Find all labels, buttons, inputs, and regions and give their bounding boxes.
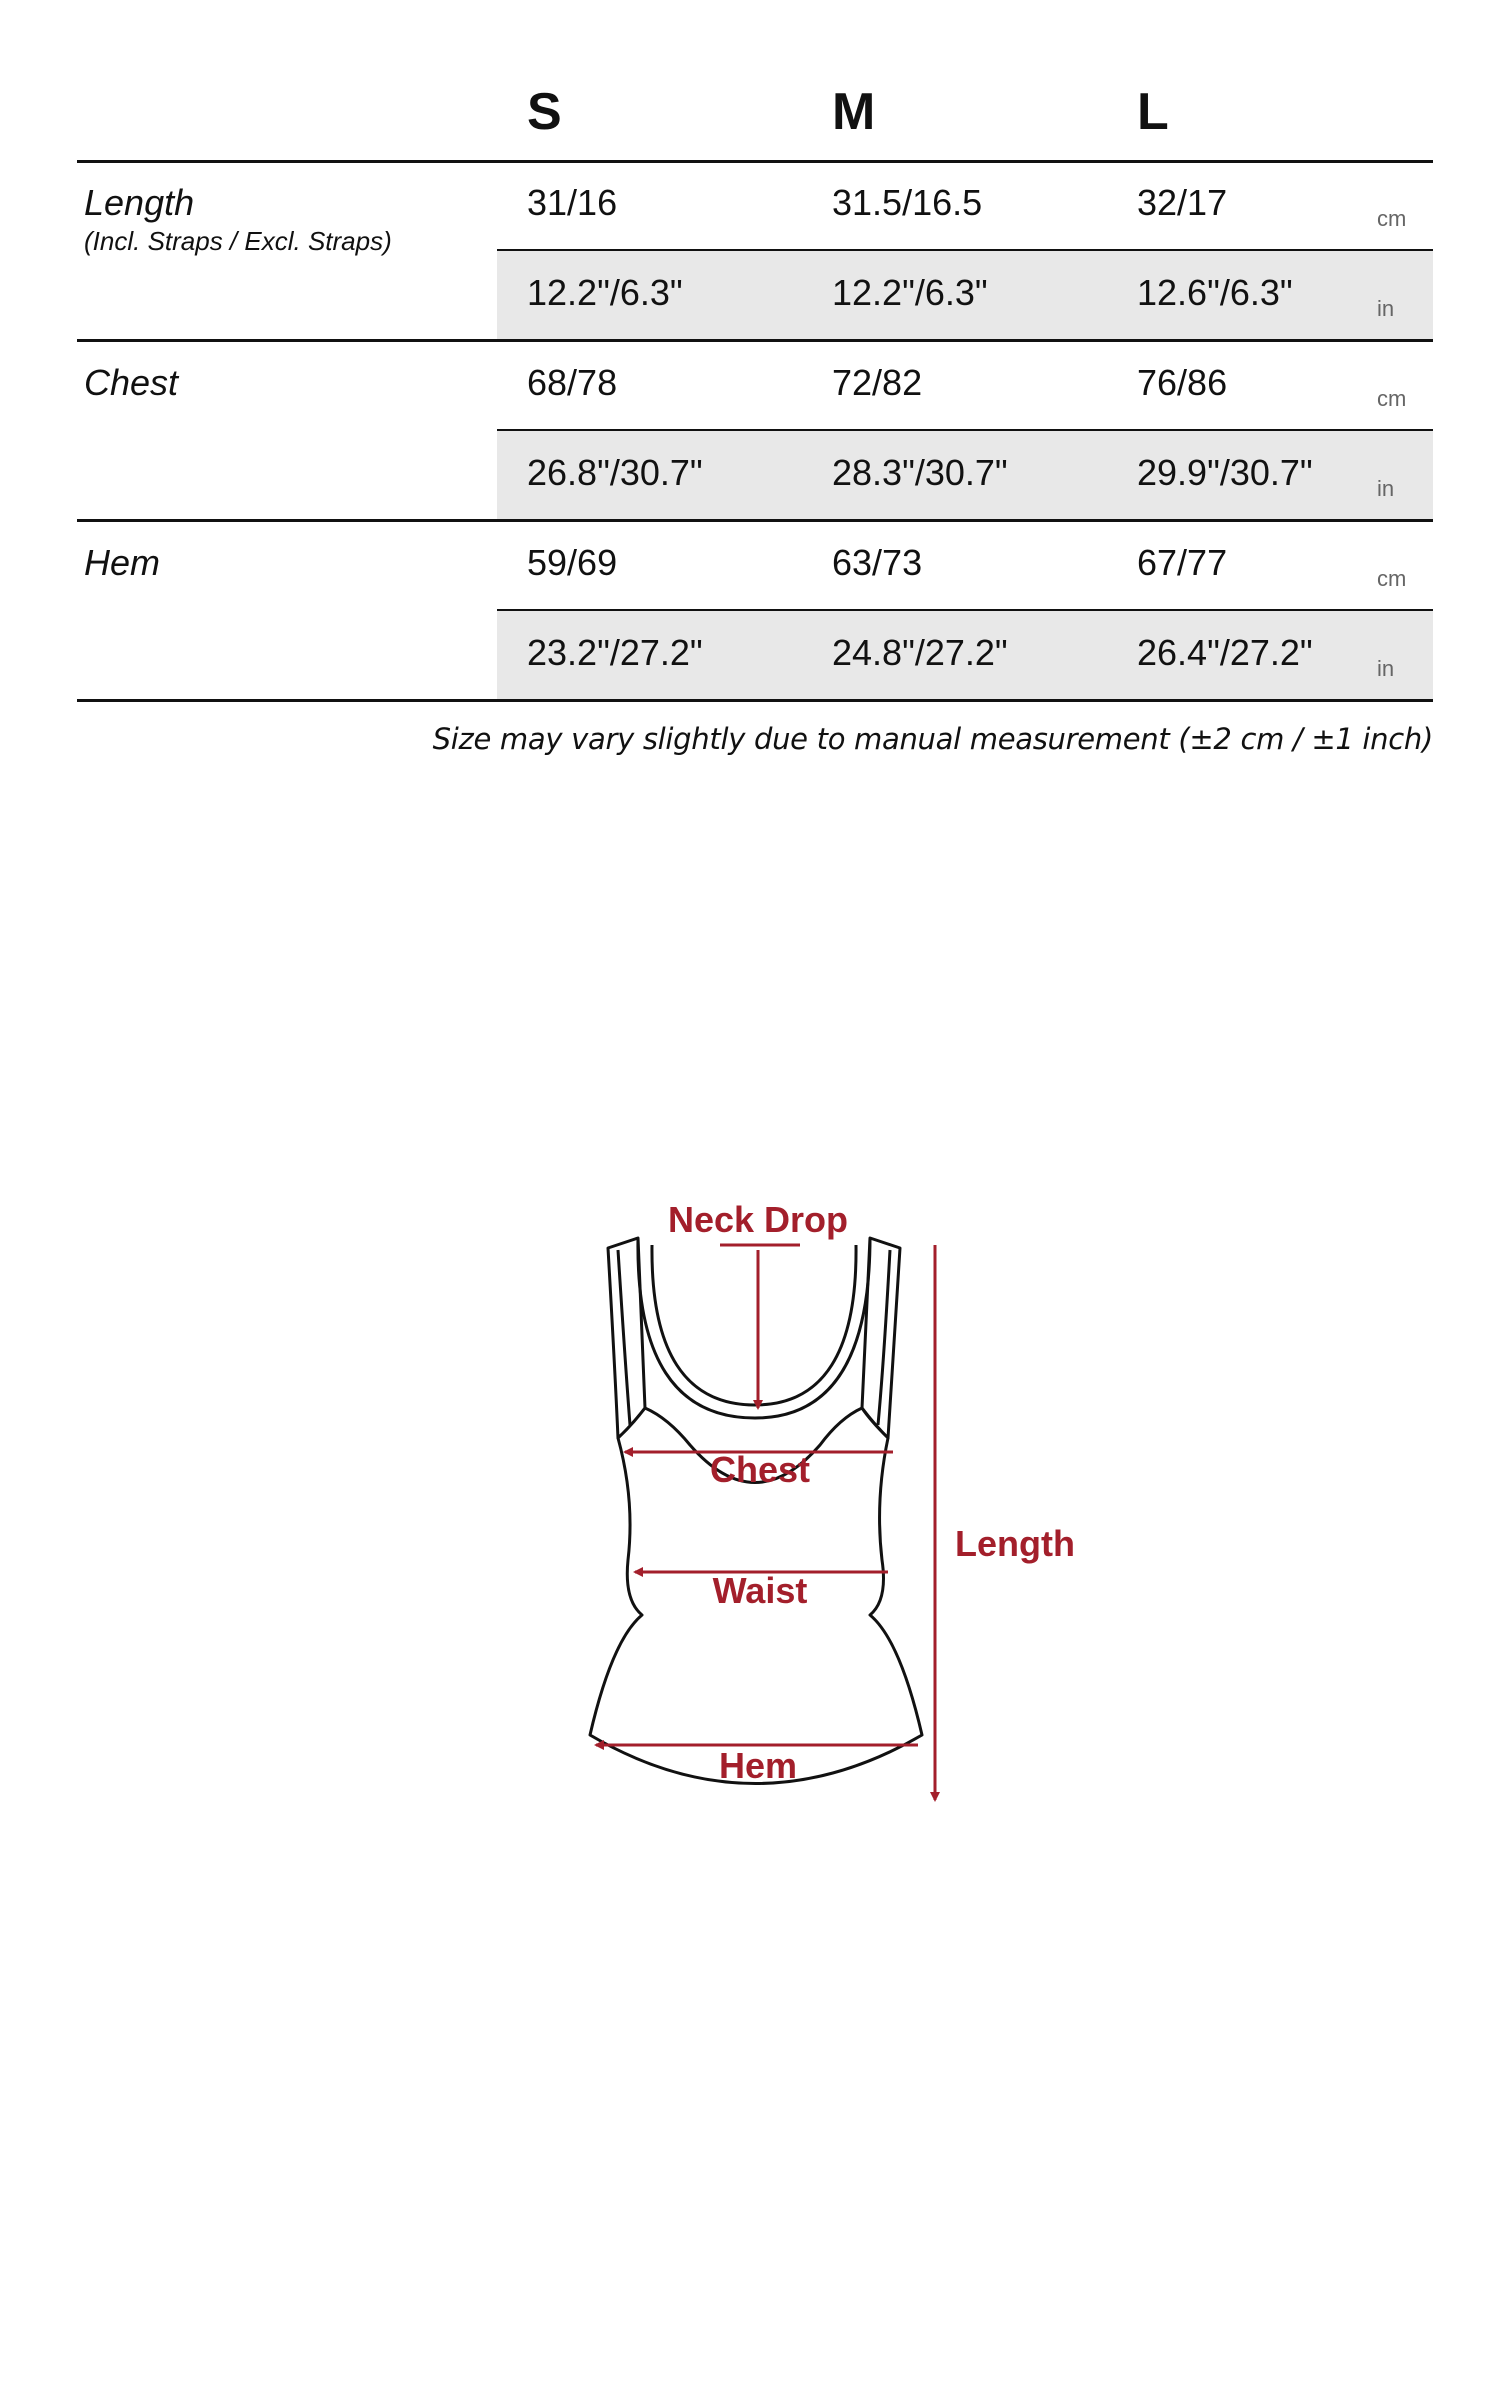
unit-in-label: in bbox=[1377, 476, 1395, 501]
length-s-cm: 31/16 bbox=[527, 182, 618, 223]
size-header-s: S bbox=[527, 83, 562, 141]
unit-in-label: in bbox=[1377, 296, 1395, 321]
table-divider bbox=[77, 699, 1433, 702]
hem-s-cm: 59/69 bbox=[527, 542, 618, 583]
tank-top-diagram bbox=[0, 1150, 1500, 1850]
garment-outline bbox=[590, 1238, 922, 1784]
size-header-l: L bbox=[1137, 83, 1169, 141]
unit-cm-label: cm bbox=[1377, 206, 1407, 231]
hem-s-in: 23.2"/27.2" bbox=[527, 632, 703, 673]
label-hem: Hem bbox=[718, 1745, 798, 1786]
measurement-name-hem: Hem bbox=[84, 542, 161, 583]
measurement-note: Size may vary slightly due to manual measurement (±2 cm / ±1 inch) bbox=[432, 722, 1433, 756]
size-header-m: M bbox=[832, 83, 876, 141]
length-m-cm: 31.5/16.5 bbox=[832, 182, 983, 223]
unit-cm-label: cm bbox=[1377, 566, 1407, 591]
table-divider bbox=[77, 519, 1433, 522]
measurement-name-chest: Chest bbox=[84, 362, 179, 403]
measurement-subtitle-length: (Incl. Straps / Excl. Straps) bbox=[84, 226, 392, 256]
table-divider bbox=[77, 339, 1433, 342]
hem-m-in: 24.8"/27.2" bbox=[832, 632, 1008, 673]
length-l-cm: 32/17 bbox=[1137, 182, 1228, 223]
chest-l-in: 29.9"/30.7" bbox=[1137, 452, 1313, 493]
table-divider bbox=[77, 160, 1433, 163]
chest-m-in: 28.3"/30.7" bbox=[832, 452, 1008, 493]
hem-m-cm: 63/73 bbox=[832, 542, 923, 583]
chest-m-cm: 72/82 bbox=[832, 362, 923, 403]
label-length: Length bbox=[955, 1523, 1075, 1564]
hem-l-in: 26.4"/27.2" bbox=[1137, 632, 1313, 673]
length-s-in: 12.2"/6.3" bbox=[527, 272, 683, 313]
label-chest: Chest bbox=[709, 1449, 811, 1490]
chest-s-cm: 68/78 bbox=[527, 362, 618, 403]
hem-l-cm: 67/77 bbox=[1137, 542, 1228, 583]
unit-in-label: in bbox=[1377, 656, 1395, 681]
measurement-name-length: Length bbox=[84, 182, 195, 223]
size-header-row bbox=[77, 70, 1433, 160]
label-neck-drop: Neck Drop bbox=[667, 1199, 849, 1240]
chest-l-cm: 76/86 bbox=[1137, 362, 1228, 403]
size-table-body bbox=[77, 160, 1433, 780]
length-m-in: 12.2"/6.3" bbox=[832, 272, 988, 313]
size-chart-table bbox=[77, 70, 1433, 780]
label-waist: Waist bbox=[712, 1570, 808, 1611]
chest-s-in: 26.8"/30.7" bbox=[527, 452, 703, 493]
length-l-in: 12.6"/6.3" bbox=[1137, 272, 1293, 313]
unit-cm-label: cm bbox=[1377, 386, 1407, 411]
